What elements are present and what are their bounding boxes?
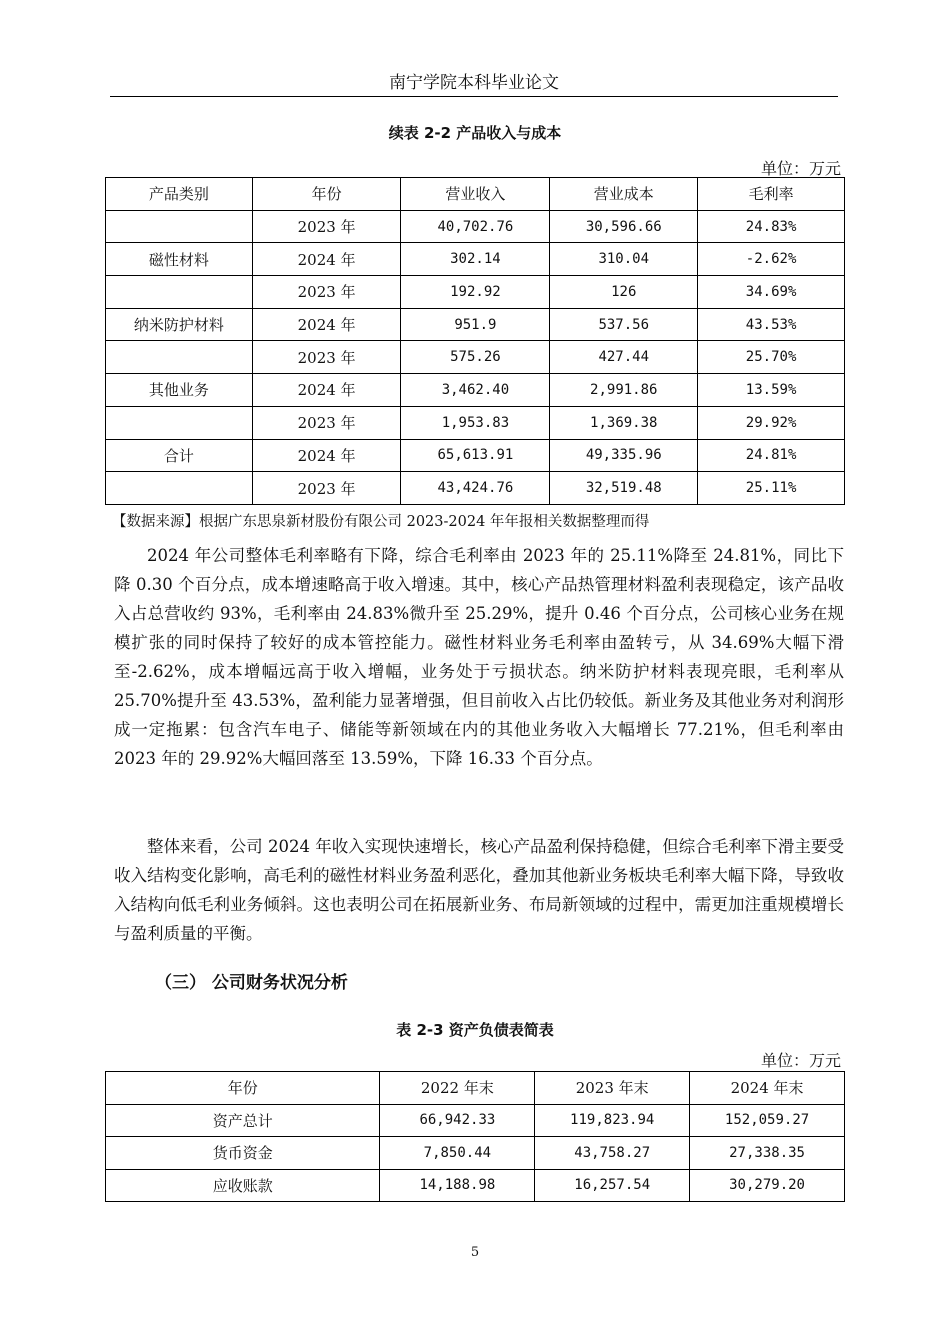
table1-cell <box>106 276 253 309</box>
table1-cell: 纳米防护材料 <box>106 308 253 341</box>
table2-cell: 27,338.35 <box>690 1137 845 1170</box>
table1-cell: 2024 年 <box>252 243 401 276</box>
table1-cell: 磁性材料 <box>106 243 253 276</box>
paragraph-2: 整体来看，公司 2024 年收入实现快速增长，核心产品盈利保持稳健，但综合毛利率下滑主要受收入结构变化影响，高毛利的磁性材料业务盈利恶化，叠加其他新业务板块毛利率大幅下降，导致收入结构向低毛利业务倾斜。这也表明公司在拓展新业务、布局新领域的过程中，需更加注重规模增长与盈利质量的平衡。 <box>114 837 844 943</box>
table1-cell: 2024 年 <box>252 374 401 407</box>
table1 <box>105 177 845 505</box>
table1-cell <box>106 210 253 243</box>
source-note: 【数据来源】根据广东思泉新材股份有限公司 2023-2024 年年报相关数据整理而得 <box>112 514 650 530</box>
table1-row <box>106 308 845 341</box>
table2-column-header: 2023 年末 <box>535 1072 690 1105</box>
table1-cell: 310.04 <box>550 243 698 276</box>
table1-cell: 1,953.83 <box>401 406 550 439</box>
table1-cell: 2023 年 <box>252 406 401 439</box>
table1-column-header: 营业成本 <box>550 178 698 211</box>
table1-cell: 25.70% <box>698 341 845 374</box>
page-header: 南宁学院本科毕业论文 <box>389 73 559 93</box>
table1-cell: 302.14 <box>401 243 550 276</box>
table2-cell: 14,188.98 <box>380 1169 535 1202</box>
table2 <box>105 1071 845 1202</box>
table1-cell: 30,596.66 <box>550 210 698 243</box>
table1-cell: 2024 年 <box>252 439 401 472</box>
table2-row <box>106 1104 845 1137</box>
header-rule <box>110 96 838 97</box>
section-heading: （三） 公司财务状况分析 <box>155 973 348 993</box>
table2-header-row <box>106 1072 845 1105</box>
table1-cell <box>106 472 253 505</box>
table1-cell: 2023 年 <box>252 210 401 243</box>
table1-cell: 43,424.76 <box>401 472 550 505</box>
table1-cell: 575.26 <box>401 341 550 374</box>
table1-cell: 其他业务 <box>106 374 253 407</box>
table1-row <box>106 341 845 374</box>
table1-column-header: 营业收入 <box>401 178 550 211</box>
page-number: 5 <box>470 1245 480 1260</box>
table1-cell: 24.81% <box>698 439 845 472</box>
table1-cell: 2023 年 <box>252 276 401 309</box>
table1-cell: 29.92% <box>698 406 845 439</box>
paragraph-1: 2024 年公司整体毛利率略有下降，综合毛利率由 2023 年的 25.11%降至 24.81%，同比下降 0.30 个百分点，成本增速略高于收入增速。其中，核心产品热管理材料盈利表现稳定，该产品收入占总营收约 93%，毛利率由 24.83%微升至 25.29%，提升 0.46 个百分点，公司核心业务在规模扩张的同时保持了较好的成本管控能力。磁性材料业务毛利率由盈转亏，从 34.69%大幅下滑至-2.62%，成本增幅远高于收入增幅，业务处于亏损状态。纳米防护材料表现亮眼，毛利率从 25.70%提升至 43.53%，盈利能力显著增强，但目前收入占比仍较低。新业务及其他业务对利润形成一定拖累：包含汽车电子、储能等新领域在内的其他业务收入大幅增长 77.21%，但毛利率由 2023 年的 29.92%大幅回落至 13.59%，下降 16.33 个百分点。 <box>114 546 844 768</box>
table1-cell: 49,335.96 <box>550 439 698 472</box>
table1-cell: -2.62% <box>698 243 845 276</box>
table1-cell: 13.59% <box>698 374 845 407</box>
table1-cell: 2024 年 <box>252 308 401 341</box>
table1-cell: 427.44 <box>550 341 698 374</box>
table2-row <box>106 1137 845 1170</box>
table2-cell: 7,850.44 <box>380 1137 535 1170</box>
table1-cell: 65,613.91 <box>401 439 550 472</box>
table1-cell: 24.83% <box>698 210 845 243</box>
table1-unit: 单位：万元 <box>760 159 841 178</box>
table1-row <box>106 276 845 309</box>
table1-cell: 40,702.76 <box>401 210 550 243</box>
table2-caption: 表 2-3 资产负债表简表 <box>396 1021 554 1039</box>
table2-cell: 货币资金 <box>106 1137 380 1170</box>
table2-column-header: 年份 <box>106 1072 380 1105</box>
table2-cell: 16,257.54 <box>535 1169 690 1202</box>
table1-row <box>106 472 845 505</box>
table1-row <box>106 374 845 407</box>
table1-column-header: 产品类别 <box>106 178 253 211</box>
table1-cell: 25.11% <box>698 472 845 505</box>
table1-cell: 126 <box>550 276 698 309</box>
table1-cell: 合计 <box>106 439 253 472</box>
table2-cell: 43,758.27 <box>535 1137 690 1170</box>
table1-cell: 2023 年 <box>252 341 401 374</box>
table1-cell: 1,369.38 <box>550 406 698 439</box>
table1-cell: 43.53% <box>698 308 845 341</box>
table1-cell <box>106 406 253 439</box>
table1-column-header: 毛利率 <box>698 178 845 211</box>
table1-row <box>106 406 845 439</box>
table1-row <box>106 439 845 472</box>
table1-cell: 537.56 <box>550 308 698 341</box>
table1-cell <box>106 341 253 374</box>
table1-cell: 34.69% <box>698 276 845 309</box>
table1-cell: 2023 年 <box>252 472 401 505</box>
table2-cell: 应收账款 <box>106 1169 380 1202</box>
table1-row <box>106 210 845 243</box>
table1-cell: 192.92 <box>401 276 550 309</box>
table1-column-header: 年份 <box>252 178 401 211</box>
table2-cell: 152,059.27 <box>690 1104 845 1137</box>
table2-cell: 资产总计 <box>106 1104 380 1137</box>
table2-cell: 30,279.20 <box>690 1169 845 1202</box>
table2-row <box>106 1169 845 1202</box>
table1-row <box>106 243 845 276</box>
table1-header-row <box>106 178 845 211</box>
table1-cell: 951.9 <box>401 308 550 341</box>
table1-cell: 32,519.48 <box>550 472 698 505</box>
table1-cell: 2,991.86 <box>550 374 698 407</box>
table2-cell: 119,823.94 <box>535 1104 690 1137</box>
table1-cell: 3,462.40 <box>401 374 550 407</box>
table2-cell: 66,942.33 <box>380 1104 535 1137</box>
table1-caption: 续表 2-2 产品收入与成本 <box>388 124 562 142</box>
table2-column-header: 2022 年末 <box>380 1072 535 1105</box>
table2-unit: 单位：万元 <box>760 1051 841 1070</box>
table2-column-header: 2024 年末 <box>690 1072 845 1105</box>
